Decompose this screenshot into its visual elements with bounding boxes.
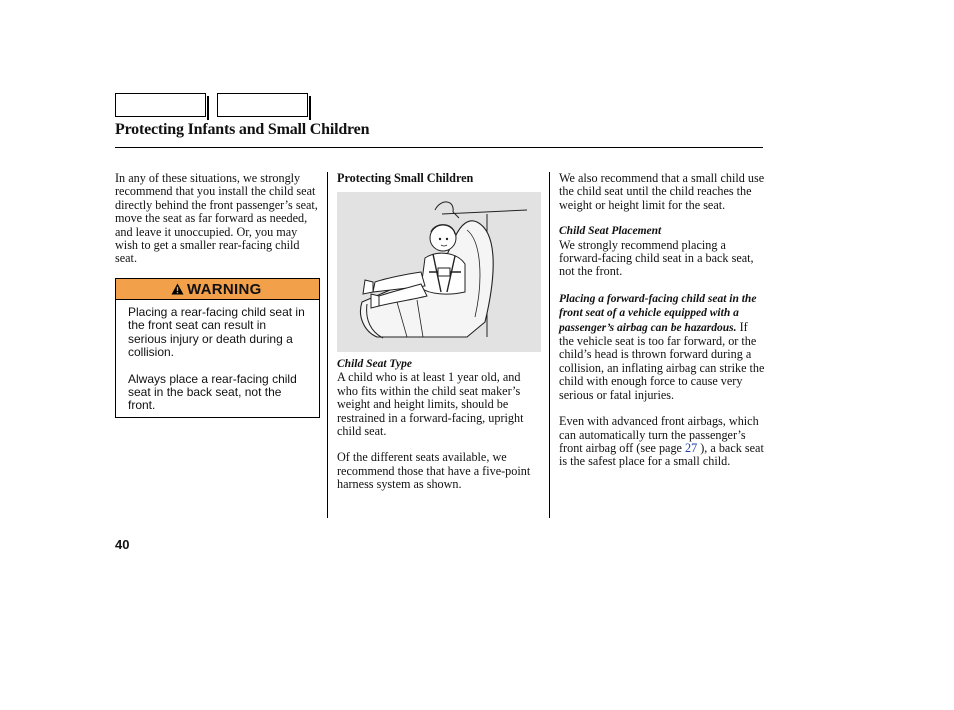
warning-paragraph-1: Placing a rear-facing child seat in the front seat can result in serious injury or death during a collision. [128, 305, 305, 360]
col2-paragraph-2: Of the different seats available, we recommend those that have a five-point harness system as shown. [337, 450, 531, 492]
warning-box [115, 278, 320, 418]
airbag-text-b: ), a back seat is the safest place for a small child. [559, 440, 764, 469]
title-rule [115, 147, 763, 148]
col2-paragraph-1: A child who is at least 1 year old, and who fits within the child seat maker’s weight and height limits, should be restrained in a forward-facing, upright child seat. [337, 370, 524, 439]
warning-paragraph-2: Always place a rear-facing child seat in the back seat, not the front. [128, 371, 297, 413]
col3-paragraph-3 [559, 292, 765, 402]
column-2-body [337, 358, 543, 492]
column-divider-2 [549, 172, 550, 518]
warning-triangle-icon [171, 283, 184, 295]
col3-paragraph-4 [559, 415, 765, 469]
nav-tab-box-1[interactable] [115, 93, 206, 117]
nav-tab-box-2[interactable] [217, 93, 308, 117]
col3-paragraph-2: We strongly recommend placing a forward-facing child seat in a back seat, not the front. [559, 237, 754, 279]
hazard-explanation: If the vehicle seat is too far forward, or the child’s head is thrown forward during a collision, an inflating airbag can strike the child with enough force to cause very serious or fatal injuries. [559, 319, 765, 402]
column-2 [337, 172, 543, 185]
subheading-child-seat-placement: Child Seat Placement [559, 225, 662, 238]
warning-label: WARNING [187, 280, 262, 298]
child-seat-illustration [337, 192, 541, 352]
figure-caption: Child Seat Type [337, 358, 412, 370]
airbag-text-a: Even with advanced front airbags, which can automatically turn the passenger’s front airbag off (see page [559, 414, 759, 455]
column-3 [559, 172, 765, 469]
col3-paragraph-1: We also recommend that a small child use the child seat until the child reaches the weight or height limit for the seat. [559, 171, 765, 212]
hazard-statement: Placing a forward-facing child seat in the front seat of a vehicle equipped with a passenger’s airbag can be hazardous. [559, 292, 757, 334]
page-number: 40 [115, 537, 130, 552]
intro-paragraph: In any of these situations, we strongly recommend that you install the child seat directly behind the front passenger’s seat, move the seat as far forward as needed, and leave it unoccupied. Or, you may wish to get a smaller rear-facing child seat. [115, 171, 318, 266]
page-title: Protecting Infants and Small Children [115, 121, 370, 138]
warning-header [116, 279, 319, 300]
column-divider-1 [327, 172, 328, 518]
section-heading: Protecting Small Children [337, 171, 474, 185]
column-1 [115, 172, 321, 266]
warning-body [116, 300, 319, 413]
page-reference-link[interactable]: 27 [685, 440, 698, 455]
child-in-seat-icon [337, 192, 541, 352]
